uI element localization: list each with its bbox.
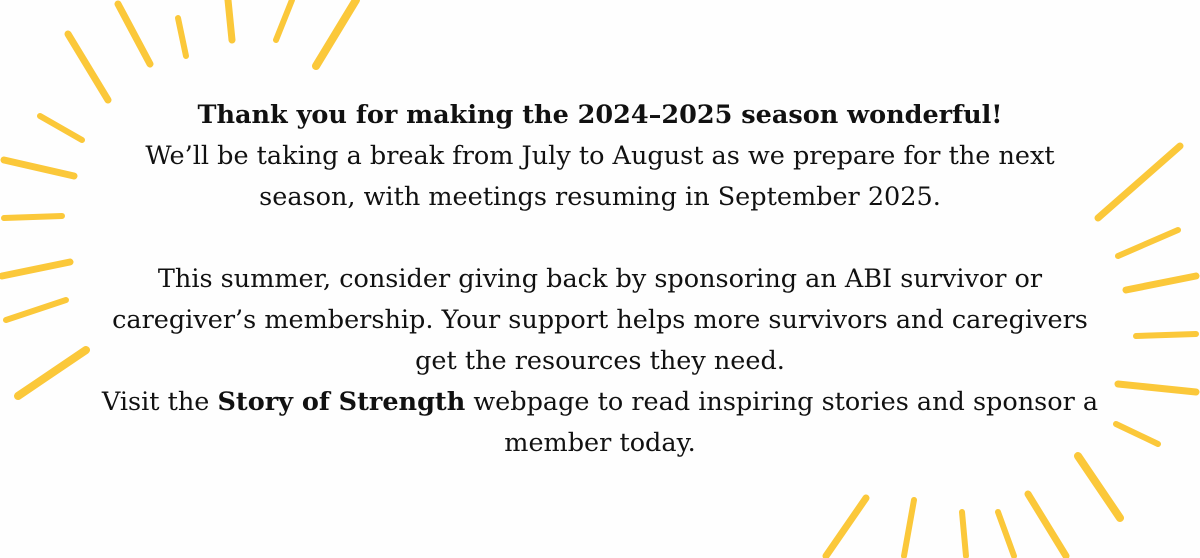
- visit-callout-line-2: member today.: [504, 428, 696, 458]
- sponsor-appeal-line-3: get the resources they need.: [415, 346, 785, 376]
- break-notice: [60, 136, 1140, 218]
- sponsor-appeal-line-1: This summer, consider giving back by sponsoring an ABI survivor or: [157, 264, 1043, 294]
- ray: [68, 34, 108, 100]
- ray: [228, 0, 232, 40]
- ray: [1136, 334, 1196, 336]
- paragraph-spacer: [60, 218, 1140, 259]
- ray: [998, 512, 1014, 556]
- visit-callout-line-1: [60, 382, 1140, 423]
- visit-suffix: webpage to read inspiring stories and sponsor a: [465, 387, 1099, 417]
- headline: Thank you for making the 2024–2025 season wonderful!: [197, 100, 1003, 130]
- visit-callout: [60, 382, 1140, 464]
- break-notice-line-2: season, with meetings resuming in September 2025.: [259, 182, 941, 212]
- visit-prefix: Visit the: [101, 387, 218, 417]
- ray: [178, 18, 186, 56]
- ray: [276, 0, 292, 40]
- ray: [826, 498, 866, 556]
- break-notice-line-1: We’ll be taking a break from July to August as we prepare for the next: [145, 141, 1055, 171]
- ray: [6, 300, 66, 320]
- announcement-message: [60, 95, 1140, 464]
- ray: [962, 512, 966, 556]
- ray: [904, 500, 914, 556]
- story-of-strength-link[interactable]: Story of Strength: [217, 387, 466, 417]
- sponsor-appeal-line-2: caregiver’s membership. Your support helps more survivors and caregivers: [112, 305, 1088, 335]
- sponsor-appeal: [60, 259, 1140, 382]
- ray: [1078, 456, 1120, 518]
- ray: [1028, 494, 1066, 556]
- ray: [118, 4, 150, 64]
- ray: [316, 0, 356, 66]
- ray: [4, 216, 62, 218]
